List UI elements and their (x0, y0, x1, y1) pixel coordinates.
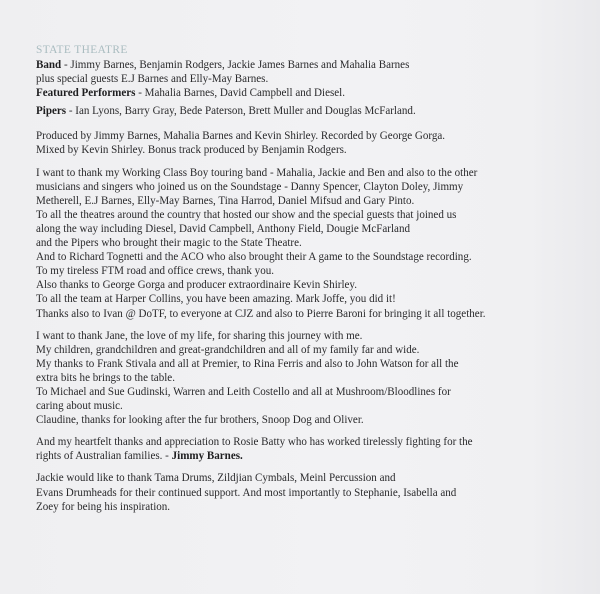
text-line: along the way including Diesel, David Campbell, Anthony Field, Dougie McFarland (36, 222, 410, 235)
band-credit-cont: plus special guests E.J Barnes and Elly-May Barnes. (36, 73, 269, 86)
text-line: To all the team at Harper Collins, you have been amazing. Mark Joffe, you did it! (36, 293, 396, 306)
text-line: Claudine, thanks for looking after the fur brothers, Snoop Dog and Oliver. (36, 414, 364, 427)
family-thanks-paragraph (36, 329, 596, 428)
text-line: Also thanks to George Gorga and producer extraordinaire Kevin Shirley. (36, 279, 357, 292)
section-heading: STATE THEATRE (36, 44, 128, 56)
text-line: I want to thank Jane, the love of my life, for sharing this journey with me. (36, 329, 363, 342)
signature: Jimmy Barnes. (171, 450, 243, 463)
jackie-thanks-paragraph (36, 471, 596, 513)
text-line: Jackie would like to thank Tama Drums, Zildjian Cymbals, Meinl Percussion and (36, 472, 396, 485)
text-line: To my tireless FTM road and office crews, thank you. (36, 265, 275, 278)
text-line: And my heartfelt thanks and appreciation to Rosie Batty who has worked tirelessly fighting for the (36, 436, 473, 449)
text-line: To Michael and Sue Gudinski, Warren and Leith Costello and all at Mushroom/Bloodlines for (36, 385, 451, 398)
featured-text: - Mahalia Barnes, David Campbell and Diesel. (135, 87, 346, 100)
text-line: Evans Drumheads for their continued support. And most importantly to Stephanie, Isabella and (36, 486, 457, 499)
text-line: musicians and singers who joined us on the Soundstage - Danny Spencer, Clayton Doley, Jimmy (36, 180, 464, 193)
text-line (36, 449, 596, 463)
text-line: Thanks also to Ivan @ DoTF, to everyone at CJZ and also to Pierre Baroni for bringing it all together. (36, 307, 486, 320)
pipers-text: - Ian Lyons, Barry Gray, Bede Paterson, Brett Muller and Douglas McFarland. (66, 105, 416, 118)
production-paragraph (36, 129, 596, 157)
text-line: Mixed by Kevin Shirley. Bonus track produced by Benjamin Rodgers. (36, 144, 347, 157)
text-line: caring about music. (36, 400, 123, 413)
text-line: I want to thank my Working Class Boy touring band - Mahalia, Jackie and Ben and also to the other (36, 166, 478, 179)
featured-label: Featured Performers (36, 87, 136, 100)
band-label: Band (36, 59, 62, 71)
text-line: and the Pipers who brought their magic to the State Theatre. (36, 237, 302, 250)
pipers-label: Pipers (36, 105, 67, 118)
text-line: Produced by Jimmy Barnes, Mahalia Barnes and Kevin Shirley. Recorded by George Gorga. (36, 130, 446, 143)
rosie-line2: rights of Australian families. - (36, 450, 172, 463)
text-line: Zoey for being his inspiration. (36, 500, 171, 513)
liner-notes-page (36, 44, 596, 514)
text-line: Metherell, E.J Barnes, Elly-May Barnes, Tina Harrod, Daniel Mifsud and Gary Pinto. (36, 194, 415, 207)
featured-credit (36, 86, 596, 100)
text-line: And to Richard Tognetti and the ACO who also brought their A game to the Soundstage recording. (36, 251, 472, 264)
text-line: To all the theatres around the country that hosted our show and the special guests that joined us (36, 208, 457, 221)
band-text: - Jimmy Barnes, Benjamin Rodgers, Jackie James Barnes and Mahalia Barnes (61, 59, 410, 71)
text-line: My children, grandchildren and great-grandchildren and all of my family far and wide. (36, 343, 420, 356)
band-credit (36, 58, 596, 72)
pipers-credit (36, 104, 596, 118)
text-line: extra bits he brings to the table. (36, 371, 175, 384)
rosie-thanks-paragraph (36, 435, 596, 463)
text-line: My thanks to Frank Stivala and all at Premier, to Rina Ferris and also to John Watson for all the (36, 357, 459, 370)
band-thanks-paragraph (36, 166, 596, 321)
